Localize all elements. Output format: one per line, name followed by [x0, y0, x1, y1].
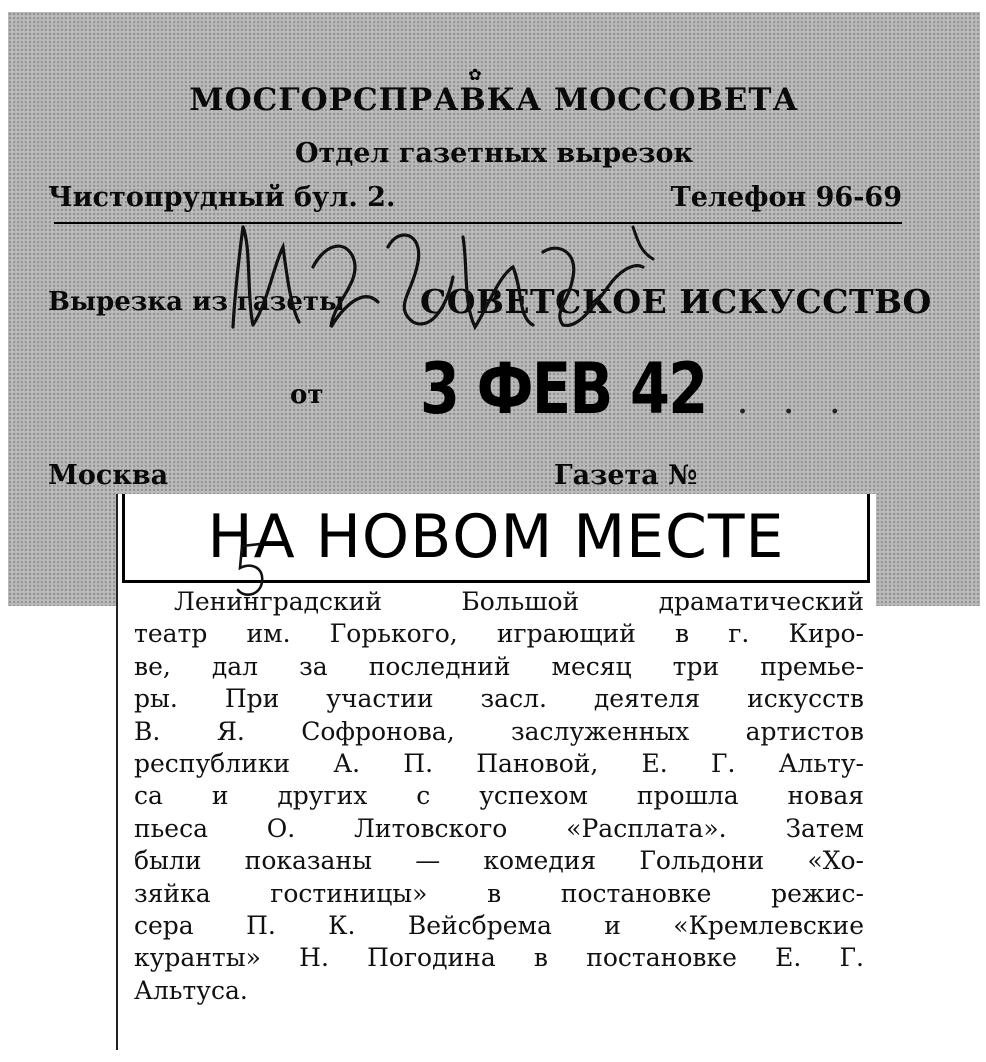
article-line: Альтуса.	[134, 975, 248, 1005]
article-line: ве, дал за последний месяц три премье-	[134, 651, 864, 681]
article-line: республики А. П. Пановой, Е. Г. Альту-	[134, 748, 864, 778]
handwritten-numeral	[232, 538, 272, 602]
headline: НА НОВОМ МЕСТЕ	[207, 502, 785, 572]
newspaper-name: СОВЕТСКОЕ ИСКУССТВО	[420, 282, 932, 321]
article-line: сера П. К. Вейсбрема и «Кремлевские	[134, 910, 864, 940]
clipping-label: Вырезка из газеты	[48, 287, 346, 317]
article-line: пьеса О. Литовского «Расплата». Затем	[134, 813, 864, 843]
phone-number: Телефон 96-69	[670, 182, 902, 213]
newspaper-clipping	[116, 494, 876, 1050]
article-line: Ленинградский Большой драматический	[174, 587, 864, 616]
date-label: от	[290, 380, 324, 410]
city-label: Москва	[48, 460, 169, 491]
department-name: Отдел газетных вырезок	[295, 138, 693, 169]
address: Чистопрудный бул. 2.	[48, 182, 396, 213]
issue-number-label: Газета №	[554, 460, 698, 491]
article-line: театр им. Горького, играющий в г. Киро-	[134, 619, 864, 649]
article-line: ры. При участии засл. деятеля искусств	[134, 684, 864, 714]
emblem-icon: ✿	[468, 64, 482, 84]
article-line: были показаны — комедия Гольдони «Хо-	[134, 846, 864, 876]
article-line: са и других с успехом прошла новая	[134, 781, 864, 811]
dotted-leader: . . .	[738, 390, 854, 420]
article-line: зяйка гостиницы» в постановке режис-	[134, 878, 864, 908]
article-line: В. Я. Софронова, заслуженных артистов	[134, 716, 864, 746]
article-line: куранты» Н. Погодина в постановке Е. Г.	[134, 943, 864, 973]
article-body	[134, 586, 864, 1007]
date-stamp: 3 ФЕВ 42	[420, 348, 707, 430]
organization-name: МОСГОРСПРАВКА МОССОВЕТА	[189, 82, 799, 118]
handwritten-note	[213, 207, 673, 357]
